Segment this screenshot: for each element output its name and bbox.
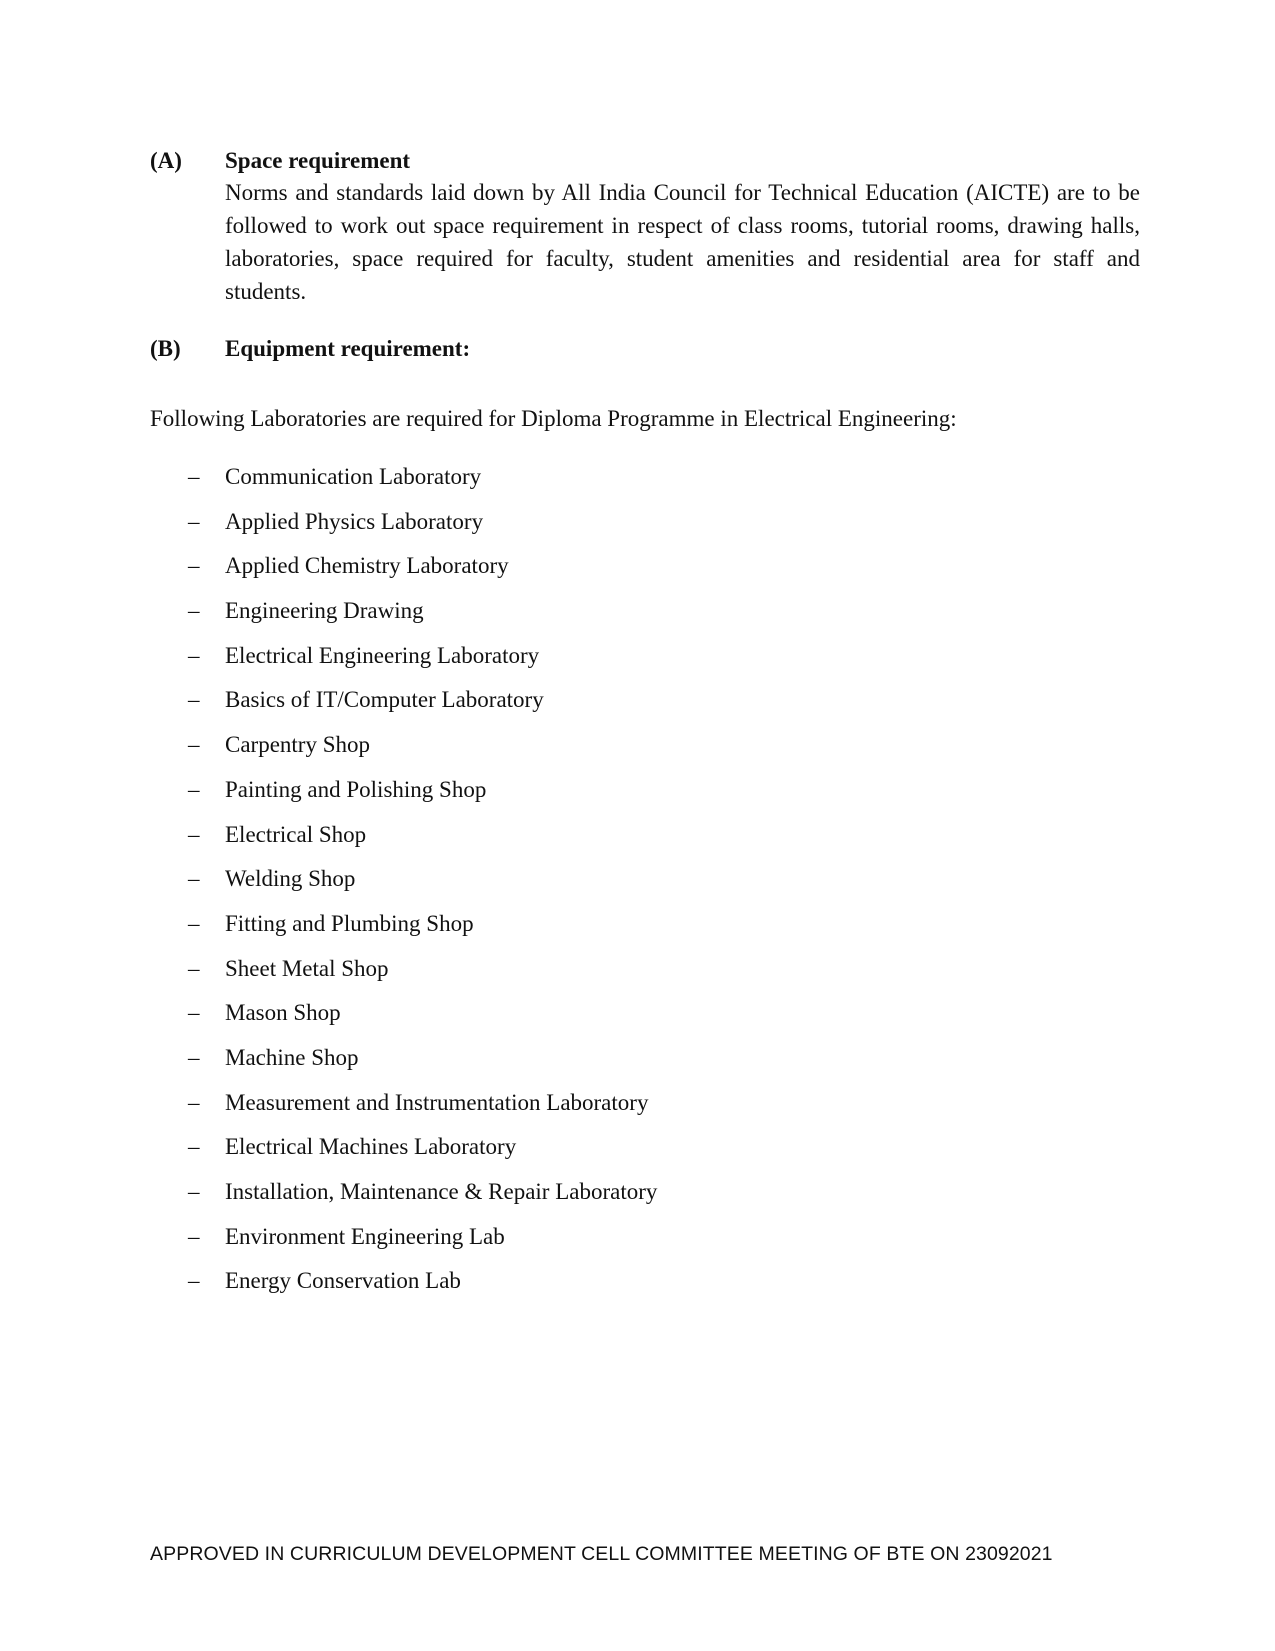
laboratory-name: Applied Physics Laboratory	[225, 508, 484, 534]
dash-bullet: –	[188, 910, 200, 936]
laboratory-name: Installation, Maintenance & Repair Laboratory	[225, 1179, 658, 1204]
laboratory-name: Carpentry Shop	[225, 732, 371, 758]
laboratory-list-item	[150, 685, 657, 730]
dash-bullet: –	[188, 866, 200, 892]
laboratory-name: Basics of IT/Computer Laboratory	[225, 687, 544, 713]
laboratory-list-item	[150, 998, 657, 1043]
dash-bullet: –	[188, 1268, 200, 1294]
dash-bullet: –	[188, 508, 200, 534]
laboratory-name: Painting and Polishing Shop	[225, 776, 487, 802]
dash-bullet: –	[188, 1179, 200, 1204]
laboratory-name: Mason Shop	[225, 1000, 341, 1026]
dash-bullet: –	[188, 642, 200, 668]
laboratory-name: Measurement and Instrumentation Laboratory	[225, 1089, 649, 1115]
laboratory-name: Communication Laboratory	[225, 464, 482, 489]
dash-bullet: –	[188, 687, 200, 713]
laboratory-name: Environment Engineering Lab	[225, 1223, 505, 1249]
laboratory-name: Electrical Shop	[225, 821, 367, 847]
dash-bullet: –	[188, 1134, 200, 1160]
laboratory-name: Engineering Drawing	[225, 598, 424, 624]
laboratory-list-item	[150, 551, 657, 596]
laboratory-list-item	[150, 954, 657, 999]
section-equipment-requirement	[150, 334, 1140, 364]
dash-bullet: –	[188, 464, 200, 489]
laboratory-list-item	[150, 596, 657, 641]
laboratory-name: Electrical Engineering Laboratory	[225, 642, 540, 668]
dash-bullet: –	[188, 955, 200, 981]
laboratory-name: Energy Conservation Lab	[225, 1268, 461, 1294]
section-title: Equipment requirement:	[225, 336, 471, 361]
approval-footer: APPROVED IN CURRICULUM DEVELOPMENT CELL COMMITTEE MEETING OF BTE ON 23092021	[150, 1543, 1053, 1565]
laboratory-list-item	[150, 462, 657, 507]
laboratory-list	[150, 462, 657, 1311]
laboratory-list-item	[150, 641, 657, 686]
laboratory-name: Machine Shop	[225, 1044, 359, 1070]
laboratory-list-item	[150, 820, 657, 865]
laboratory-list-item	[150, 1088, 657, 1133]
dash-bullet: –	[188, 776, 200, 802]
laboratories-intro: Following Laboratories are required for Diploma Programme in Electrical Engineering:	[150, 406, 957, 431]
dash-bullet: –	[188, 821, 200, 847]
laboratory-list-item	[150, 730, 657, 775]
laboratory-name: Sheet Metal Shop	[225, 955, 389, 981]
dash-bullet: –	[188, 1089, 200, 1115]
section-body: Norms and standards laid down by All India Council for Technical Education (AICTE) are to be followed to work out space requirement in respect of class rooms, tutorial rooms, drawing halls, laboratories, space required for faculty, student amenities and residential area for staff and students.	[225, 180, 1140, 304]
laboratory-list-item	[150, 507, 657, 552]
laboratory-list-item	[150, 864, 657, 909]
laboratory-name: Electrical Machines Laboratory	[225, 1134, 517, 1160]
dash-bullet: –	[188, 1044, 200, 1070]
section-heading	[150, 334, 1140, 364]
section-label: (B)	[150, 336, 181, 361]
laboratory-list-item	[150, 1177, 657, 1222]
laboratory-list-item	[150, 1266, 657, 1311]
laboratory-name: Applied Chemistry Laboratory	[225, 553, 509, 579]
dash-bullet: –	[188, 1223, 200, 1249]
section-label: (A)	[150, 148, 182, 173]
laboratory-name: Welding Shop	[225, 866, 356, 892]
laboratory-list-item	[150, 1222, 657, 1267]
section-title: Space requirement	[225, 148, 411, 173]
laboratory-list-item	[150, 775, 657, 820]
laboratory-list-item	[150, 909, 657, 954]
laboratory-list-item	[150, 1043, 657, 1088]
dash-bullet: –	[188, 598, 200, 624]
section-space-requirement	[150, 146, 1140, 308]
laboratory-name: Fitting and Plumbing Shop	[225, 910, 474, 936]
dash-bullet: –	[188, 1000, 200, 1026]
dash-bullet: –	[188, 553, 200, 579]
laboratory-list-item	[150, 1132, 657, 1177]
section-heading	[150, 146, 1140, 176]
dash-bullet: –	[188, 732, 200, 758]
